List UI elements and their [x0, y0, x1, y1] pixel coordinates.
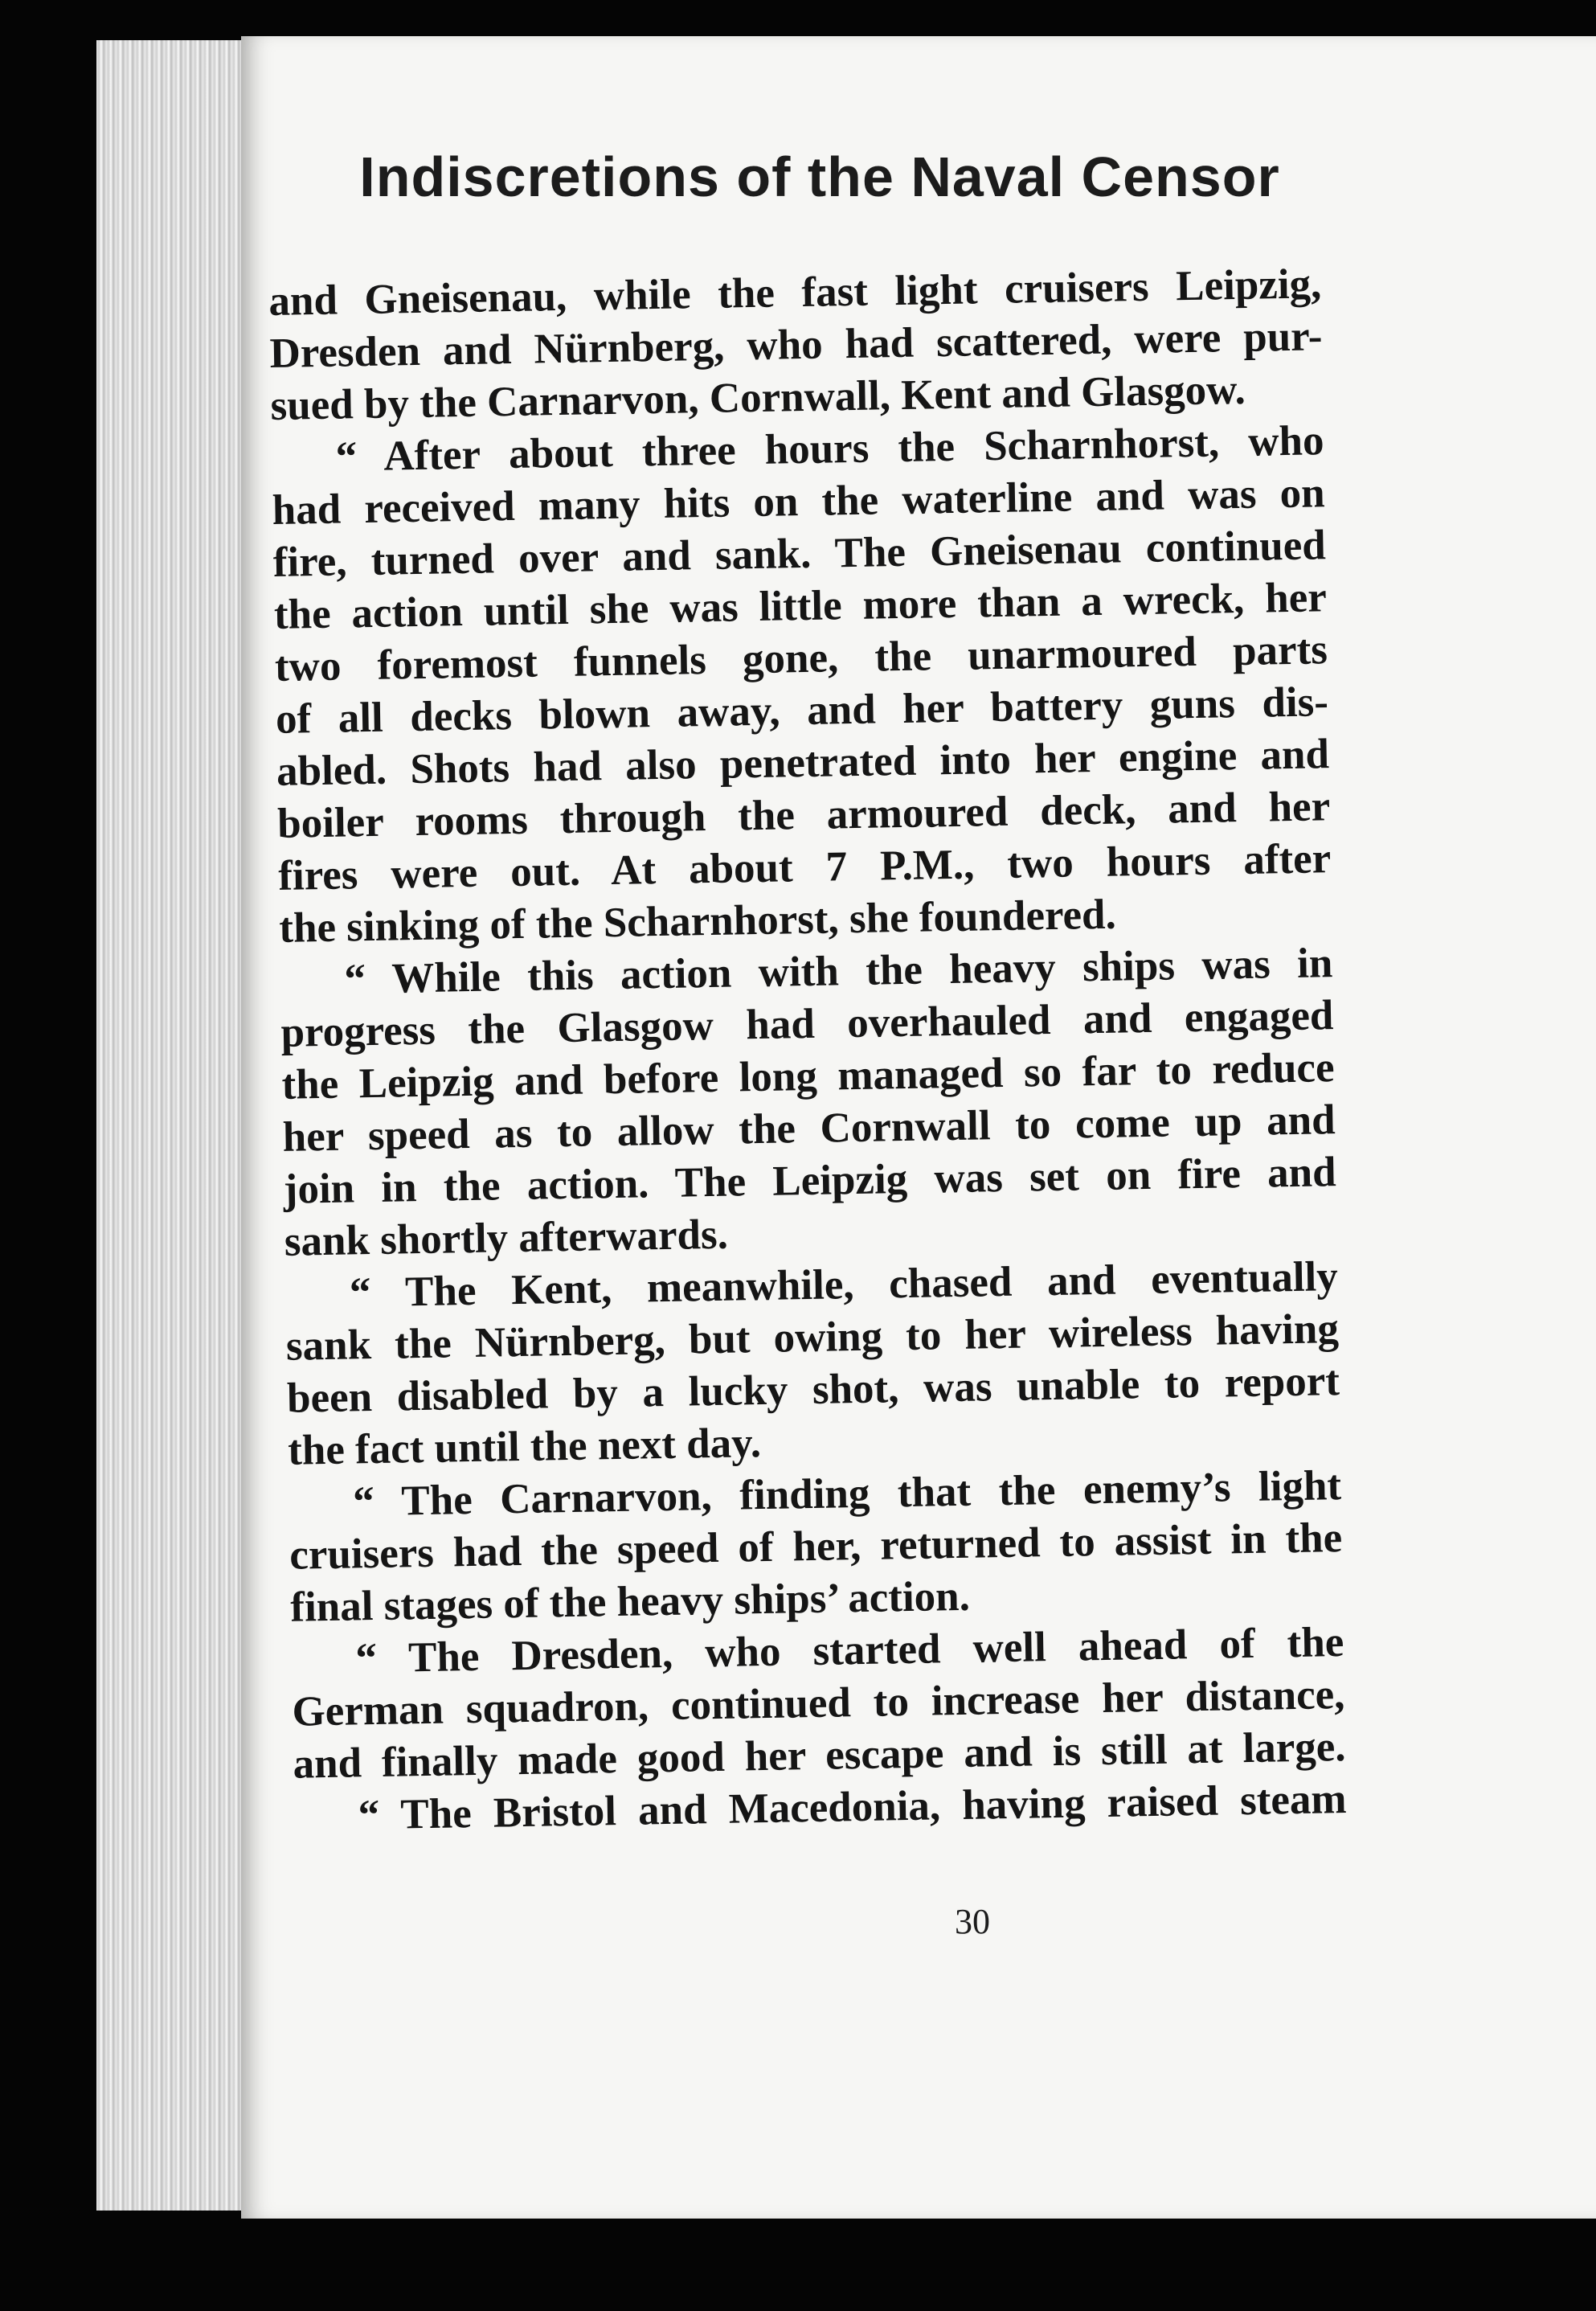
text-line: join in the action. The Leipzig was set on fire and	[283, 1149, 1337, 1213]
text-line: the action until she was little more than a wreck, her	[273, 574, 1328, 638]
text-line: sued by the Carnarvon, Cornwall, Kent and Glasgow.	[270, 366, 1246, 429]
text-line: two foremost funnels gone, the unarmoured parts	[274, 626, 1328, 690]
page-edge-stack	[96, 40, 257, 2211]
text-line: fires were out. At about 7 P.M., two hours after	[277, 835, 1332, 899]
text-line: had received many hits on the waterline and was on	[272, 469, 1326, 534]
page-number: 30	[955, 1902, 990, 1941]
text-line: sank the Nürnberg, but owing to her wireless having	[285, 1305, 1340, 1370]
text-line: “ After about three hours the Scharnhorst, who	[335, 417, 1324, 481]
text-line: her speed as to allow the Cornwall to come up and	[282, 1096, 1336, 1161]
text-line: been disabled by a lucky shot, was unable to report	[286, 1358, 1340, 1422]
text-line: and finally made good her escape and is still at large.	[293, 1723, 1346, 1788]
text-line: Dresden and Nürnberg, who had scattered, were pur-	[269, 313, 1323, 377]
text-line: cruisers had the speed of her, returned to assist in the	[289, 1514, 1343, 1579]
text-line: sank shortly afterwards.	[284, 1211, 729, 1265]
text-line: of all decks blown away, and her battery guns dis-	[275, 678, 1329, 743]
text-line: the sinking of the Scharnhorst, she foundered.	[278, 891, 1117, 952]
text-line: German squadron, continued to increase her distance,	[292, 1671, 1345, 1735]
text-line: fire, turned over and sank. The Gneisenau continued	[272, 522, 1327, 586]
body-text	[268, 258, 1347, 1842]
text-line: final stages of the heavy ships’ action.	[289, 1572, 971, 1631]
text-line: “ The Dresden, who started well ahead of the	[354, 1619, 1344, 1682]
text-line: progress the Glasgow had overhauled and engaged	[280, 992, 1334, 1056]
text-line: the fact until the next day.	[287, 1420, 762, 1474]
text-line: “ The Kent, meanwhile, chased and eventually	[349, 1253, 1339, 1317]
text-line: “ The Carnarvon, finding that the enemy’s light	[352, 1462, 1342, 1526]
running-head: Indiscretions of the Naval Censor	[359, 145, 1280, 208]
text-line: boiler rooms through the armoured deck, and her	[276, 783, 1331, 847]
text-line: “ While this action with the heavy ships was in	[343, 940, 1333, 1003]
text-line: and Gneisenau, while the fast light cruisers Leipzig,	[268, 260, 1322, 325]
text-line: abled. Shots had also penetrated into her engine and	[276, 731, 1330, 795]
text-line: the Leipzig and before long managed so far to reduce	[281, 1044, 1335, 1108]
text-line: “ The Bristol and Macedonia, having raised steam	[358, 1776, 1348, 1839]
